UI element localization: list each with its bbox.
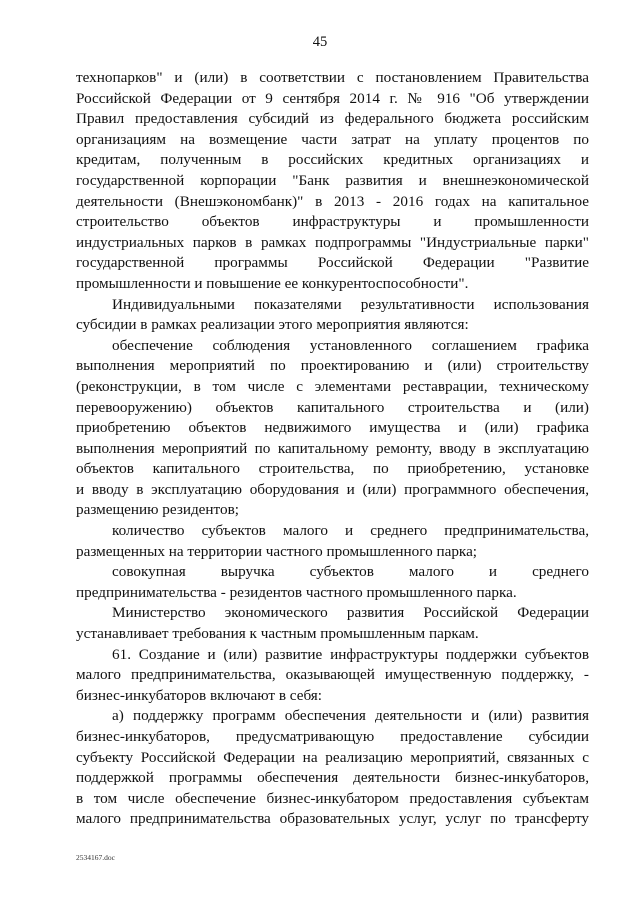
document-body <box>76 68 589 830</box>
paragraph <box>76 706 589 830</box>
text-line: а) поддержку программ обеспечения деятельности и (или) развития <box>112 707 589 725</box>
text-line: объектов капитального строительства, по приобретению, установке <box>76 460 589 478</box>
text-line: поддержкой программы обеспечения деятельности бизнес-инкубаторов, <box>76 769 589 787</box>
text-line: (реконструкции, в том числе с элементами реставрации, техническому <box>76 377 589 395</box>
text-line: размещению резидентов; <box>76 501 239 519</box>
text-line: малого предпринимательства образовательных услуг, услуг по трансферту <box>76 810 589 828</box>
text-line: кредитам, полученным в российских кредитных организациях и <box>76 151 589 169</box>
text-line: Индивидуальными показателями результативности использования <box>112 295 589 313</box>
text-line: и вводу в эксплуатацию оборудования и (или) программного обеспечения, <box>76 480 589 498</box>
text-line: выполнения мероприятий по капитальному ремонту, вводу в эксплуатацию <box>76 439 589 457</box>
text-line: обеспечение соблюдения установленного соглашением графика <box>112 336 589 354</box>
paragraph <box>76 68 589 295</box>
text-line: деятельности (Внешэкономбанк)" в 2013 - 2016 годах на капитальное <box>76 192 589 210</box>
text-line: совокупная выручка субъектов малого и среднего <box>112 563 589 581</box>
text-line: размещенных на территории частного промышленного парка; <box>76 542 478 560</box>
text-line: малого предпринимательства, оказывающей имущественную поддержку, - <box>76 666 589 684</box>
paragraph <box>76 336 589 521</box>
text-line: предпринимательства - резидентов частного промышленного парка. <box>76 583 517 601</box>
text-line: выполнения мероприятий по проектированию и (или) строительству <box>76 357 589 375</box>
text-line: 61. Создание и (или) развитие инфраструктуры поддержки субъектов <box>112 645 589 663</box>
text-line: устанавливает требования к частным промышленным паркам. <box>76 625 479 643</box>
paragraph <box>76 521 589 562</box>
text-line: Российской Федерации от 9 сентября 2014 г. № 916 "Об утверждении <box>76 89 589 107</box>
page-number: 45 <box>312 34 328 50</box>
text-line: Министерство экономического развития Российской Федерации <box>112 604 589 622</box>
text-line: бизнес-инкубаторов, предусматривающую предоставление субсидии <box>76 728 589 745</box>
text-line: промышленности и повышение ее конкурентоспособности". <box>76 274 469 292</box>
text-line: индустриальных парков в рамках подпрограммы "Индустриальные парки" <box>76 233 589 251</box>
text-line: субсидии в рамках реализации этого мероприятия являются: <box>76 316 469 334</box>
document-filename: 2534167.doc <box>76 853 115 862</box>
text-line: технопарков" и (или) в соответствии с постановлением Правительства <box>76 69 589 86</box>
text-line: строительство объектов инфраструктуры и промышленности <box>76 213 589 231</box>
paragraph <box>76 562 589 603</box>
paragraph <box>76 295 589 336</box>
text-line: количество субъектов малого и среднего предпринимательства, <box>112 522 589 540</box>
text-line: бизнес-инкубаторов включают в себя: <box>76 686 323 704</box>
text-line: в том числе обеспечение бизнес-инкубатором предоставления субъектам <box>76 789 589 807</box>
text-line: организациям на возмещение части затрат на уплату процентов по <box>76 130 589 148</box>
text-line: государственной программы Российской Федерации "Развитие <box>76 254 589 272</box>
text-line: перевооружению) объектов капитального строительства и (или) <box>76 398 589 416</box>
text-line: субъекту Российской Федерации на реализацию мероприятий, связанных с <box>76 748 589 766</box>
paragraph <box>76 603 589 644</box>
text-line: приобретению объектов недвижимого имущества и (или) графика <box>76 419 589 437</box>
text-line: Правил предоставления субсидий из федерального бюджета российским <box>76 110 589 128</box>
text-line: государственной корпорации "Банк развития и внешнеэкономической <box>76 171 589 189</box>
paragraph <box>76 645 589 707</box>
